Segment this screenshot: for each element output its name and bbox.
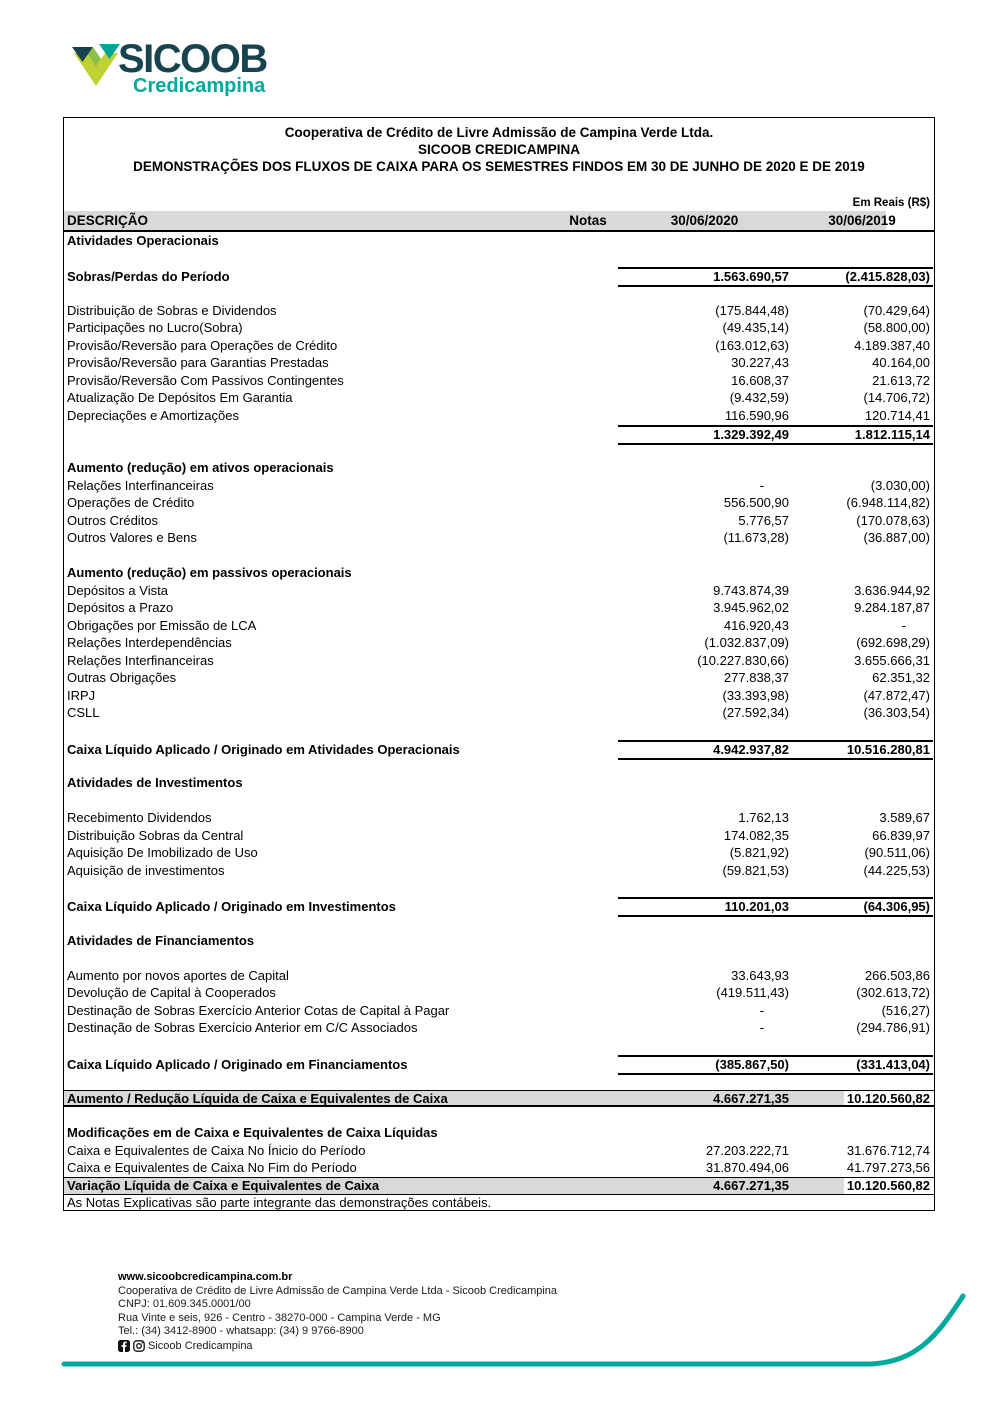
table-row [64, 565, 934, 583]
teal-swoosh-decoration [0, 1280, 1000, 1414]
table-row [64, 390, 934, 408]
table-row [64, 1072, 934, 1090]
row-label: Provisão/Reversão para Garantias Prestadas [67, 355, 329, 371]
row-value-2019: (302.613,72) [856, 985, 930, 1001]
row-label: Relações Interdependências [67, 635, 232, 651]
column-header-notas: Notas [569, 213, 607, 228]
row-value-2020: 110.201,03 [618, 897, 791, 917]
table-body [64, 232, 934, 1212]
table-row [64, 407, 934, 425]
row-value-2020: 31.870.494,06 [705, 1160, 789, 1176]
row-value-2020: 4.667.271,35 [713, 1178, 789, 1193]
row-value-2020: 16.608,37 [731, 372, 789, 388]
row-value-2019: 10.120.560,82 [846, 1090, 930, 1106]
row-value-2020: (5.821,92) [729, 845, 789, 861]
table-row [64, 915, 934, 933]
row-label: Aquisição De Imobilizado de Uso [67, 845, 258, 861]
table-row [64, 372, 934, 390]
row-value-2019: (44.225,53) [863, 862, 930, 878]
statement-title-block [64, 124, 934, 175]
row-value-2019: (294.786,91) [856, 1020, 930, 1036]
cash-flow-statement [63, 117, 935, 1211]
row-label: Modificações em de Caixa e Equivalentes de Caixa Líquidas [67, 1125, 438, 1141]
row-value-2019: 10.120.560,82 [846, 1178, 930, 1193]
footer-phone: Tel.: (34) 3412-8900 - whatsapp: (34) 9 9766-8900 [118, 1325, 364, 1337]
row-value-2020: 4.667.271,35 [713, 1090, 789, 1106]
table-row [64, 1160, 934, 1178]
row-label: Aumento (redução) em passivos operacionais [67, 565, 352, 581]
row-label: Outros Créditos [67, 512, 159, 528]
row-value-2019: (36.303,54) [863, 705, 930, 721]
table-row [64, 617, 934, 635]
row-value-2020: (10.227.830,66) [697, 652, 789, 668]
row-value-2020: (27.592,34) [722, 705, 789, 721]
row-value-2019: (3.030,00) [870, 477, 930, 493]
table-row [64, 845, 934, 863]
row-value-2019: 120.714,41 [864, 407, 930, 423]
table-row [64, 232, 934, 250]
table-row [64, 967, 934, 985]
row-value-2019: (90.511,06) [864, 845, 930, 861]
row-label: Caixa Líquido Aplicado / Originado em Atividades Operacionais [67, 741, 460, 757]
row-value-2019: (6.948.114,82) [846, 495, 930, 511]
table-row [64, 862, 934, 880]
row-value-2019: 3.589,67 [879, 810, 930, 826]
table-row [64, 250, 934, 268]
table-row [64, 985, 934, 1003]
currency-note: Em Reais (R$) [852, 197, 930, 209]
row-label: Provisão/Reversão Com Passivos Contingentes [67, 372, 344, 388]
row-label: Provisão/Reversão para Operações de Crédito [67, 337, 338, 353]
table-row [64, 530, 934, 548]
row-value-2020: (9.432,59) [729, 390, 789, 406]
table-row [64, 1002, 934, 1020]
row-value-2020: (175.844,48) [715, 302, 789, 318]
table-row [64, 827, 934, 845]
row-value-2020: 33.643,93 [731, 967, 789, 983]
footer-address: Rua Vinte e seis, 926 - Centro - 38270-000 - Campina Verde - MG [118, 1311, 441, 1324]
table-row [64, 1090, 934, 1108]
row-value-2019: 66.839,97 [872, 827, 930, 843]
row-label: Depreciações e Amortizações [67, 407, 239, 423]
row-label: Atividades de Investimentos [67, 775, 243, 791]
row-value-2019: 21.613,72 [872, 372, 930, 388]
table-row [64, 302, 934, 320]
row-value-2020: 277.838,37 [723, 670, 789, 686]
column-header-2020: 30/06/2020 [670, 213, 739, 228]
table-row [64, 950, 934, 968]
row-label: Participações no Lucro(Sobra) [67, 320, 243, 336]
row-value-2019: (170.078,63) [856, 512, 930, 528]
row-label: Distribuição de Sobras e Dividendos [67, 302, 277, 318]
footer-company: Cooperativa de Crédito de Livre Admissão de Campina Verde Ltda - Sicoob Credicampina [118, 1284, 558, 1297]
row-label: Devolução de Capital à Cooperados [67, 985, 276, 1001]
company-brand: SICOOB CREDICAMPINA [417, 142, 580, 157]
row-value-2020: 556.500,90 [723, 495, 789, 511]
row-value-2019: 266.503,86 [864, 967, 930, 983]
row-value-2020: - [759, 477, 764, 493]
row-label: Caixa Líquido Aplicado / Originado em Investimentos [67, 899, 396, 914]
row-label: Sobras/Perdas do Período [67, 269, 230, 284]
column-header-descricao: DESCRIÇÃO [67, 213, 149, 228]
table-row [64, 320, 934, 338]
row-value-2020: 174.082,35 [723, 827, 789, 843]
row-label: Atividades Operacionais [67, 232, 219, 248]
row-label: Relações Interfinanceiras [67, 652, 214, 668]
row-value-2020: 3.945.962,02 [713, 600, 789, 616]
table-row [64, 285, 934, 303]
table-row [64, 722, 934, 740]
table-row [64, 1020, 934, 1038]
statement-title: DEMONSTRAÇÕES DOS FLUXOS DE CAIXA PARA OS SEMESTRES FINDOS EM 30 DE JUNHO DE 2020 E DE 2019 [133, 159, 865, 174]
row-value-2019: 3.636.944,92 [854, 582, 930, 598]
row-label: Atualização De Depósitos Em Garantia [67, 390, 293, 406]
row-label: Distribuição Sobras da Central [67, 827, 244, 843]
row-value-2020: 5.776,57 [738, 512, 789, 528]
row-label: Caixa e Equivalentes de Caixa No Ínicio do Período [67, 1142, 366, 1158]
row-label: Caixa e Equivalentes de Caixa No Fim do Período [67, 1160, 357, 1176]
row-value-2020: 1.762,13 [738, 810, 789, 826]
table-row [64, 775, 934, 793]
row-value-2019: 3.655.666,31 [854, 652, 930, 668]
row-value-2019: 10.516.280,81 [791, 740, 933, 760]
row-value-2019: 4.189.387,40 [854, 337, 930, 353]
table-row [64, 1107, 934, 1125]
row-value-2019: 9.284.187,87 [854, 600, 930, 616]
row-value-2020: (419.511,43) [716, 985, 789, 1001]
row-value-2019: - [901, 617, 906, 633]
row-label: Caixa Líquido Aplicado / Originado em Financiamentos [67, 1056, 408, 1072]
row-value-2019: (331.413,04) [791, 1055, 933, 1075]
row-label: Outras Obrigações [67, 670, 177, 686]
row-value-2020: 116.590,96 [724, 407, 789, 423]
row-value-2020: (49.435,14) [722, 320, 789, 336]
footer-cnpj: CNPJ: 01.609.345.0001/00 [118, 1298, 251, 1310]
row-label: Atividades de Financiamentos [67, 932, 255, 948]
row-value-2020: 27.203.222,71 [705, 1142, 789, 1158]
table-row [64, 1195, 934, 1213]
table-row [64, 792, 934, 810]
logo-brand-text: SICOOB [118, 37, 267, 81]
row-value-2019: (14.706,72) [863, 390, 930, 406]
row-label: As Notas Explicativas são parte integrante das demonstrações contábeis. [67, 1195, 492, 1211]
table-row [64, 495, 934, 513]
footer-website: www.sicoobcredicampina.com.br [118, 1271, 293, 1283]
row-value-2020: 1.563.690,57 [618, 267, 791, 287]
row-label: Aumento (redução) em ativos operacionais [67, 460, 334, 476]
row-value-2019: (47.872,47) [863, 687, 930, 703]
table-row [64, 1125, 934, 1143]
row-value-2019: 31.676.712,74 [846, 1142, 930, 1158]
row-value-2020: 4.942.937,82 [618, 740, 791, 760]
table-row [64, 425, 934, 443]
table-row [64, 547, 934, 565]
row-value-2019: 40.164,00 [872, 355, 930, 371]
table-row [64, 512, 934, 530]
table-row [64, 932, 934, 950]
row-value-2020: (163.012,63) [715, 337, 789, 353]
row-label: Recebimento Dividendos [67, 810, 212, 826]
table-row [64, 267, 934, 285]
row-value-2019: (36.887,00) [863, 530, 930, 546]
footer-social-text: Sicoob Credicampina [148, 1339, 253, 1352]
table-row [64, 635, 934, 653]
company-name: Cooperativa de Crédito de Livre Admissão de Campina Verde Ltda. [284, 125, 714, 140]
row-value-2019: (70.429,64) [863, 302, 930, 318]
row-label: Obrigações por Emissão de LCA [67, 617, 257, 633]
table-row [64, 582, 934, 600]
row-value-2020: (11.673,28) [723, 530, 789, 546]
table-row [64, 687, 934, 705]
column-header-2019: 30/06/2019 [828, 213, 896, 228]
row-label: Depósitos a Prazo [67, 600, 174, 616]
table-row [64, 477, 934, 495]
row-value-2019: (692.698,29) [856, 635, 930, 651]
row-label: Aumento / Redução Líquida de Caixa e Equivalentes de Caixa [67, 1090, 448, 1106]
row-label: Destinação de Sobras Exercício Anterior Cotas de Capital à Pagar [67, 1002, 450, 1018]
row-label: Outros Valores e Bens [67, 530, 197, 546]
table-row [64, 810, 934, 828]
table-row [64, 600, 934, 618]
row-value-2020: - [759, 1020, 764, 1036]
table-row [64, 670, 934, 688]
row-value-2020: 9.743.874,39 [713, 582, 789, 598]
table-row [64, 897, 934, 915]
table-row [64, 1055, 934, 1073]
row-label: Aquisição de investimentos [67, 862, 225, 878]
table-header-row [64, 211, 934, 232]
row-value-2020: 416.920,43 [723, 617, 789, 633]
row-value-2020: 1.329.392,49 [618, 425, 791, 445]
table-row [64, 1177, 934, 1195]
row-value-2020: (385.867,50) [618, 1055, 791, 1075]
row-label: Relações Interfinanceiras [67, 477, 214, 493]
row-label: Destinação de Sobras Exercício Anterior em C/C Associados [67, 1020, 418, 1036]
row-label: Operações de Crédito [67, 495, 195, 511]
table-row [64, 460, 934, 478]
table-row [64, 1037, 934, 1055]
row-value-2019: (64.306,95) [791, 897, 933, 917]
row-value-2020: 30.227,43 [731, 355, 789, 371]
logo-sub-text: Credicampina [133, 75, 266, 97]
table-row [64, 652, 934, 670]
row-value-2020: (1.032.837,09) [704, 635, 789, 651]
row-value-2019: 41.797.273,56 [846, 1160, 930, 1176]
table-row [64, 355, 934, 373]
row-value-2019: (2.415.828,03) [791, 267, 933, 287]
row-value-2019: 1.812.115,14 [791, 425, 933, 445]
sicoob-logo [70, 37, 330, 102]
table-row [64, 880, 934, 898]
row-value-2019: 62.351,32 [872, 670, 930, 686]
table-row [64, 740, 934, 758]
table-row [64, 757, 934, 775]
row-value-2020: - [759, 1002, 764, 1018]
row-label: Aumento por novos aportes de Capital [67, 967, 289, 983]
sicoob-logo-icon [72, 44, 120, 86]
row-label: Variação Líquida de Caixa e Equivalentes de Caixa [67, 1178, 380, 1193]
table-row [64, 442, 934, 460]
table-row [64, 705, 934, 723]
row-label: Depósitos a Vista [67, 582, 168, 598]
table-row [64, 1142, 934, 1160]
row-value-2019: (58.800,00) [863, 320, 930, 336]
row-value-2019: (516,27) [881, 1002, 930, 1018]
table-row [64, 337, 934, 355]
row-label: CSLL [67, 705, 100, 721]
row-label: IRPJ [67, 687, 96, 703]
row-value-2020: (59.821,53) [722, 862, 789, 878]
row-value-2020: (33.393,98) [722, 687, 789, 703]
